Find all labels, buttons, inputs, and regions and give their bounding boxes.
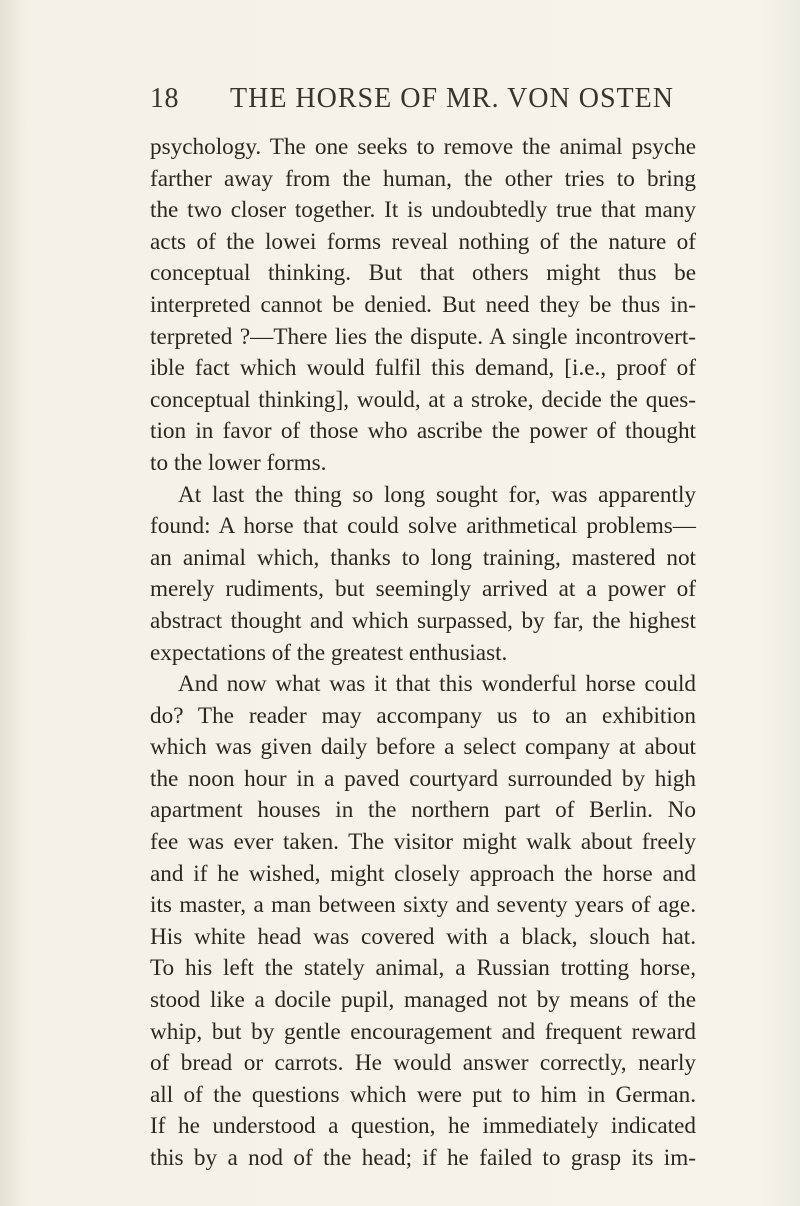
- text-line: whip, but by gentle encouragement and frequent reward: [150, 1018, 696, 1045]
- text-line: And now what was it that this wonderful horse could: [178, 671, 696, 698]
- text-line: fee was ever taken. The visitor might walk about freely: [150, 829, 696, 856]
- text-line: tion in favor of those who ascribe the power of thought: [150, 418, 696, 445]
- text-line: apartment houses in the northern part of Berlin. No: [150, 797, 696, 824]
- text-line: the noon hour in a paved courtyard surrounded by high: [150, 765, 696, 792]
- text-line: abstract thought and which surpassed, by far, the highest: [150, 607, 696, 634]
- text-line: to the lower forms.: [150, 449, 327, 476]
- text-line: interpreted cannot be denied. But need they be thus in-: [150, 291, 696, 318]
- text-line: conceptual thinking. But that others might thus be: [150, 260, 696, 287]
- text-line: and if he wished, might closely approach the horse and: [150, 860, 696, 887]
- page-gutter: [0, 0, 22, 1206]
- page-number: 18: [150, 83, 179, 114]
- text-line: If he understood a question, he immediately indicated: [150, 1113, 696, 1140]
- text-line: To his left the stately animal, a Russian trotting horse,: [150, 955, 696, 982]
- text-line: which was given daily before a select company at about: [150, 734, 696, 761]
- text-line: At last the thing so long sought for, was apparently: [178, 481, 696, 508]
- text-line: terpreted ?—There lies the dispute. A single incontrovert-: [150, 323, 696, 350]
- text-line: stood like a docile pupil, managed not by means of the: [150, 987, 696, 1014]
- running-header: [150, 83, 710, 123]
- text-line: His white head was covered with a black, slouch hat.: [150, 923, 696, 950]
- text-line: ible fact which would fulfil this demand, [i.e., proof of: [150, 355, 696, 382]
- body-text: [150, 132, 696, 1175]
- text-line: its master, a man between sixty and seventy years of age.: [150, 892, 696, 919]
- text-line: of bread or carrots. He would answer correctly, nearly: [150, 1050, 696, 1077]
- text-line: psychology. The one seeks to remove the animal psyche: [150, 134, 696, 160]
- text-line: acts of the lowei forms reveal nothing of the nature of: [150, 228, 696, 255]
- text-line: conceptual thinking], would, at a stroke, decide the ques-: [150, 386, 696, 413]
- text-line: the two closer together. It is undoubtedly true that many: [150, 197, 696, 224]
- text-line: an animal which, thanks to long training, mastered not: [150, 544, 696, 571]
- running-title: THE HORSE OF MR. VON OSTEN: [230, 83, 674, 114]
- text-line: found: A horse that could solve arithmetical problems—: [150, 513, 696, 540]
- text-line: this by a nod of the head; if he failed to grasp its im-: [150, 1145, 696, 1171]
- text-line: all of the questions which were put to him in German.: [150, 1081, 696, 1108]
- text-line: farther away from the human, the other tries to bring: [150, 165, 696, 192]
- text-line: expectations of the greatest enthusiast.: [150, 639, 508, 666]
- text-line: do? The reader may accompany us to an exhibition: [150, 702, 696, 729]
- text-line: merely rudiments, but seemingly arrived at a power of: [150, 576, 696, 603]
